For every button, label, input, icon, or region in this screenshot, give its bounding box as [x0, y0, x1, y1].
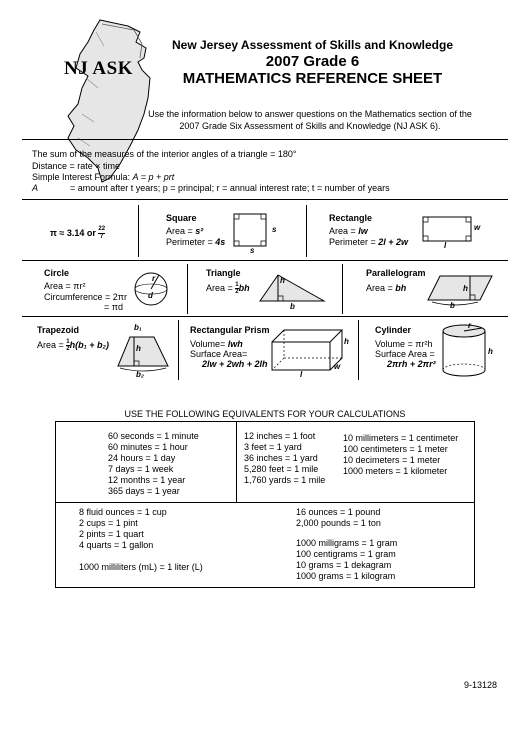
triangle-b-label: b: [290, 302, 295, 311]
parallelogram-h-label: h: [463, 284, 468, 293]
metric-weight-equivalent: 1000 milligrams = 1 gram: [296, 538, 398, 548]
circle-d-label: d: [148, 291, 153, 300]
circle-circumference: Circumference = 2πr: [44, 292, 127, 302]
form-code: 9-13128: [464, 680, 498, 690]
time-equivalent: 365 days = 1 year: [108, 486, 180, 496]
cylinder-surface-area-label: Surface Area =: [375, 349, 435, 359]
pi-fraction-num: 22: [98, 226, 106, 232]
customary-weight-equivalent: 2,000 pounds = 1 ton: [296, 518, 381, 528]
intro-line-2: 2007 Grade Six Assessment of Skills and Knowledge (NJ ASK 6).: [179, 121, 441, 131]
divider: [306, 205, 307, 257]
time-equivalent: 7 days = 1 week: [108, 464, 174, 474]
parallelogram-b-label: b: [450, 301, 455, 310]
divider: [22, 139, 508, 140]
title-line-3: MATHEMATICS REFERENCE SHEET: [182, 70, 443, 87]
cylinder-volume: Volume = πr²h: [375, 339, 433, 349]
time-equivalent: 60 seconds = 1 minute: [108, 431, 199, 441]
cylinder-r-label: r: [468, 321, 472, 330]
metric-length-equivalent: 10 decimeters = 1 meter: [343, 455, 441, 465]
capacity-equivalent: 2 pints = 1 quart: [79, 529, 144, 539]
rectangle-w-label: w: [474, 223, 481, 232]
customary-length-equivalent: 1,760 yards = 1 mile: [244, 475, 326, 485]
parallelogram-area: Area = bh: [366, 283, 407, 293]
divider: [138, 205, 139, 257]
time-equivalents: [108, 431, 199, 497]
divider: [178, 320, 179, 380]
divider: [22, 316, 508, 317]
capacity-equivalent: 4 quarts = 1 gallon: [79, 540, 154, 550]
capacity-equivalents: [79, 507, 203, 573]
interest-legend-a: A: [32, 183, 39, 193]
customary-length-equivalent: 3 feet = 1 yard: [244, 442, 302, 452]
cylinder-surface-area: 2πrh + 2πr²: [387, 359, 436, 369]
prism-l-label: l: [300, 370, 303, 379]
square-title: Square: [166, 213, 197, 223]
customary-length-equivalent: 36 inches = 1 yard: [244, 453, 318, 463]
metric-length-equivalents: [343, 433, 458, 477]
metric-length-equivalent: 1000 meters = 1 kilometer: [343, 466, 448, 476]
metric-weight-equivalent: 1000 grams = 1 kilogram: [296, 571, 396, 581]
title-line-2: 2007 Grade 6: [265, 53, 360, 70]
parallelogram-figure: [426, 272, 496, 306]
prism-w-label: w: [334, 362, 341, 371]
circle-circumference-2: = πd: [104, 302, 123, 312]
square-perimeter: Perimeter = 4s: [166, 237, 226, 247]
capacity-equivalent: 1000 milliliters (mL) = 1 liter (L): [79, 562, 203, 572]
prism-volume: Volume= lwh: [190, 339, 243, 349]
divider: [187, 264, 188, 314]
cylinder-title: Cylinder: [375, 325, 412, 335]
distance-formula: Distance = rate × time: [32, 161, 121, 171]
title-line-1: New Jersey Assessment of Skills and Knowledge: [172, 38, 453, 52]
simple-interest: [32, 172, 174, 183]
cylinder-h-label: h: [488, 347, 493, 356]
metric-weight-equivalents: [296, 538, 397, 582]
trapezoid-b1-label: b₁: [134, 323, 142, 332]
prism-title: Rectangular Prism: [190, 325, 270, 335]
triangle-angle-sum: The sum of the measures of the interior angles of a triangle = 180°: [32, 149, 297, 159]
intro-line-1: Use the information below to answer questions on the Mathematics section of the: [148, 109, 472, 119]
divider: [22, 199, 508, 200]
circle-r-label: r: [152, 274, 156, 283]
time-equivalent: 12 months = 1 year: [108, 475, 186, 485]
divider: [358, 320, 359, 380]
rectangle-l-label: l: [444, 241, 447, 250]
parallelogram-title: Parallelogram: [366, 268, 426, 278]
rectangle-figure: [422, 216, 472, 246]
customary-length-equivalent: 5,280 feet = 1 mile: [244, 464, 319, 474]
customary-length-equivalent: 12 inches = 1 foot: [244, 431, 316, 441]
trapezoid-area: Area = $\frac{1}{2}$ h(b₁ + b₂): [37, 339, 109, 352]
rectangle-area: Area = lw: [329, 226, 368, 236]
customary-weight-equivalent: 16 ounces = 1 pound: [296, 507, 381, 517]
circle-title: Circle: [44, 268, 70, 278]
cylinder-figure: [440, 322, 492, 382]
time-equivalent: 24 hours = 1 day: [108, 453, 176, 463]
triangle-h-label: h: [280, 276, 285, 285]
trapezoid-figure: [116, 334, 172, 374]
pi-fraction: [98, 226, 105, 241]
interest-label: Simple Interest Formula:: [32, 172, 133, 182]
metric-weight-equivalent: 100 centigrams = 1 gram: [296, 549, 396, 559]
metric-length-equivalent: 100 centimeters = 1 meter: [343, 444, 448, 454]
time-equivalent: 60 minutes = 1 hour: [108, 442, 188, 452]
trapezoid-title: Trapezoid: [37, 325, 80, 335]
trapezoid-h-label: h: [136, 344, 141, 353]
triangle-area: Area = $\frac{1}{2}$ bh: [206, 282, 250, 295]
prism-h-label: h: [344, 337, 349, 346]
pi-text: π ≈ 3.14 or: [50, 227, 99, 238]
logo-text: NJ ASK: [64, 58, 133, 79]
metric-length-equivalent: 10 millimeters = 1 centimeter: [343, 433, 459, 443]
interest-formula: A = p + prt: [132, 172, 175, 182]
square-side-label-s: s: [272, 225, 277, 234]
triangle-figure: [258, 272, 328, 304]
trapezoid-b2-label: b₂: [136, 370, 144, 379]
customary-length-equivalents: [244, 431, 325, 486]
square-side-label-s-bottom: s: [250, 246, 255, 255]
metric-weight-equivalent: 10 grams = 1 dekagram: [296, 560, 392, 570]
equivalents-heading: USE THE FOLLOWING EQUIVALENTS FOR YOUR CALCULATIONS: [124, 409, 406, 419]
circle-figure: [133, 272, 169, 308]
circle-area: Area = πr²: [44, 281, 86, 291]
capacity-equivalent: 8 fluid ounces = 1 cup: [79, 507, 167, 517]
customary-weight-equivalents: [296, 507, 381, 529]
triangle-title: Triangle: [206, 268, 241, 278]
rectangle-perimeter: Perimeter = 2l + 2w: [329, 237, 409, 247]
divider: [22, 260, 508, 261]
prism-surface-area: 2lw + 2wh + 2lh: [202, 359, 268, 369]
pi-fraction-den: 7: [100, 234, 104, 240]
capacity-equivalent: [79, 551, 203, 562]
divider: [342, 264, 343, 314]
square-area: Area = s²: [166, 226, 204, 236]
capacity-equivalent: 2 cups = 1 pint: [79, 518, 138, 528]
pi-approximation: [50, 226, 105, 241]
interest-legend: = amount after t years; p = principal; r = annual interest rate; t = number of years: [70, 183, 390, 193]
prism-surface-area-label: Surface Area=: [190, 349, 248, 359]
rectangle-title: Rectangle: [329, 213, 373, 223]
